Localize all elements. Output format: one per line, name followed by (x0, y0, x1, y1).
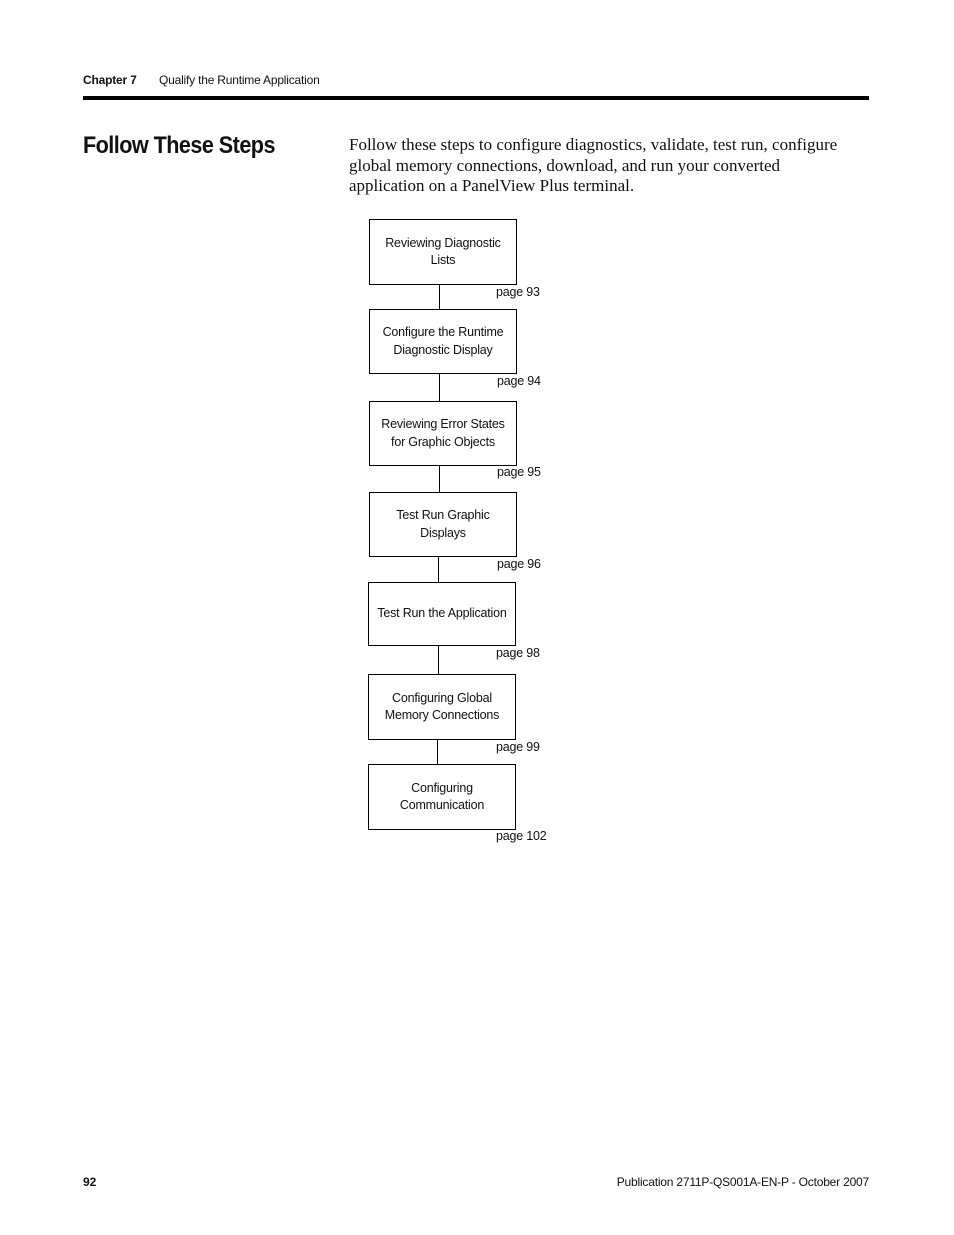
step-label: Configure the Runtime Diagnostic Display (382, 325, 504, 357)
step-page-ref: page 98 (496, 646, 540, 660)
step-page-ref: page 96 (497, 557, 541, 571)
step-label: Test Run the Application (377, 606, 507, 621)
footer-page-number: 92 (83, 1175, 97, 1189)
chapter-title: Qualify the Runtime Application (159, 73, 320, 87)
step-box (369, 401, 517, 466)
step-page-ref: page 94 (497, 374, 541, 388)
step-page-ref: page 95 (497, 465, 541, 479)
step-label: Configuring Global Memory Connections (384, 690, 500, 722)
step-box (368, 582, 516, 646)
step-label: Configuring Communication (399, 780, 485, 812)
step-box (369, 309, 517, 374)
step-box (369, 219, 517, 285)
step-page-ref: page 93 (496, 285, 540, 299)
step-connector (438, 557, 439, 582)
step-box (368, 674, 516, 740)
step-box (369, 492, 517, 557)
step-connector (439, 374, 440, 401)
chapter-label: Chapter 7 (83, 73, 137, 87)
section-heading: Follow These Steps (83, 132, 275, 159)
footer-publication: Publication 2711P-QS001A-EN-P - October 2007 (616, 1175, 869, 1189)
step-page-ref: page 102 (496, 829, 547, 843)
step-box (368, 764, 516, 830)
step-connector (439, 466, 440, 492)
step-label: Reviewing Error States for Graphic Objects (381, 417, 505, 449)
intro-paragraph: Follow these steps to configure diagnostics, validate, test run, configure global memory connections, download, and run your converted application on a PanelView Plus terminal. (349, 135, 838, 195)
step-page-ref: page 99 (496, 740, 540, 754)
step-label: Reviewing Diagnostic Lists (385, 235, 501, 267)
step-connector (439, 285, 440, 309)
step-label: Test Run Graphic Displays (396, 508, 490, 540)
step-connector (437, 740, 438, 764)
header-rule (83, 96, 869, 100)
step-connector (438, 646, 439, 674)
